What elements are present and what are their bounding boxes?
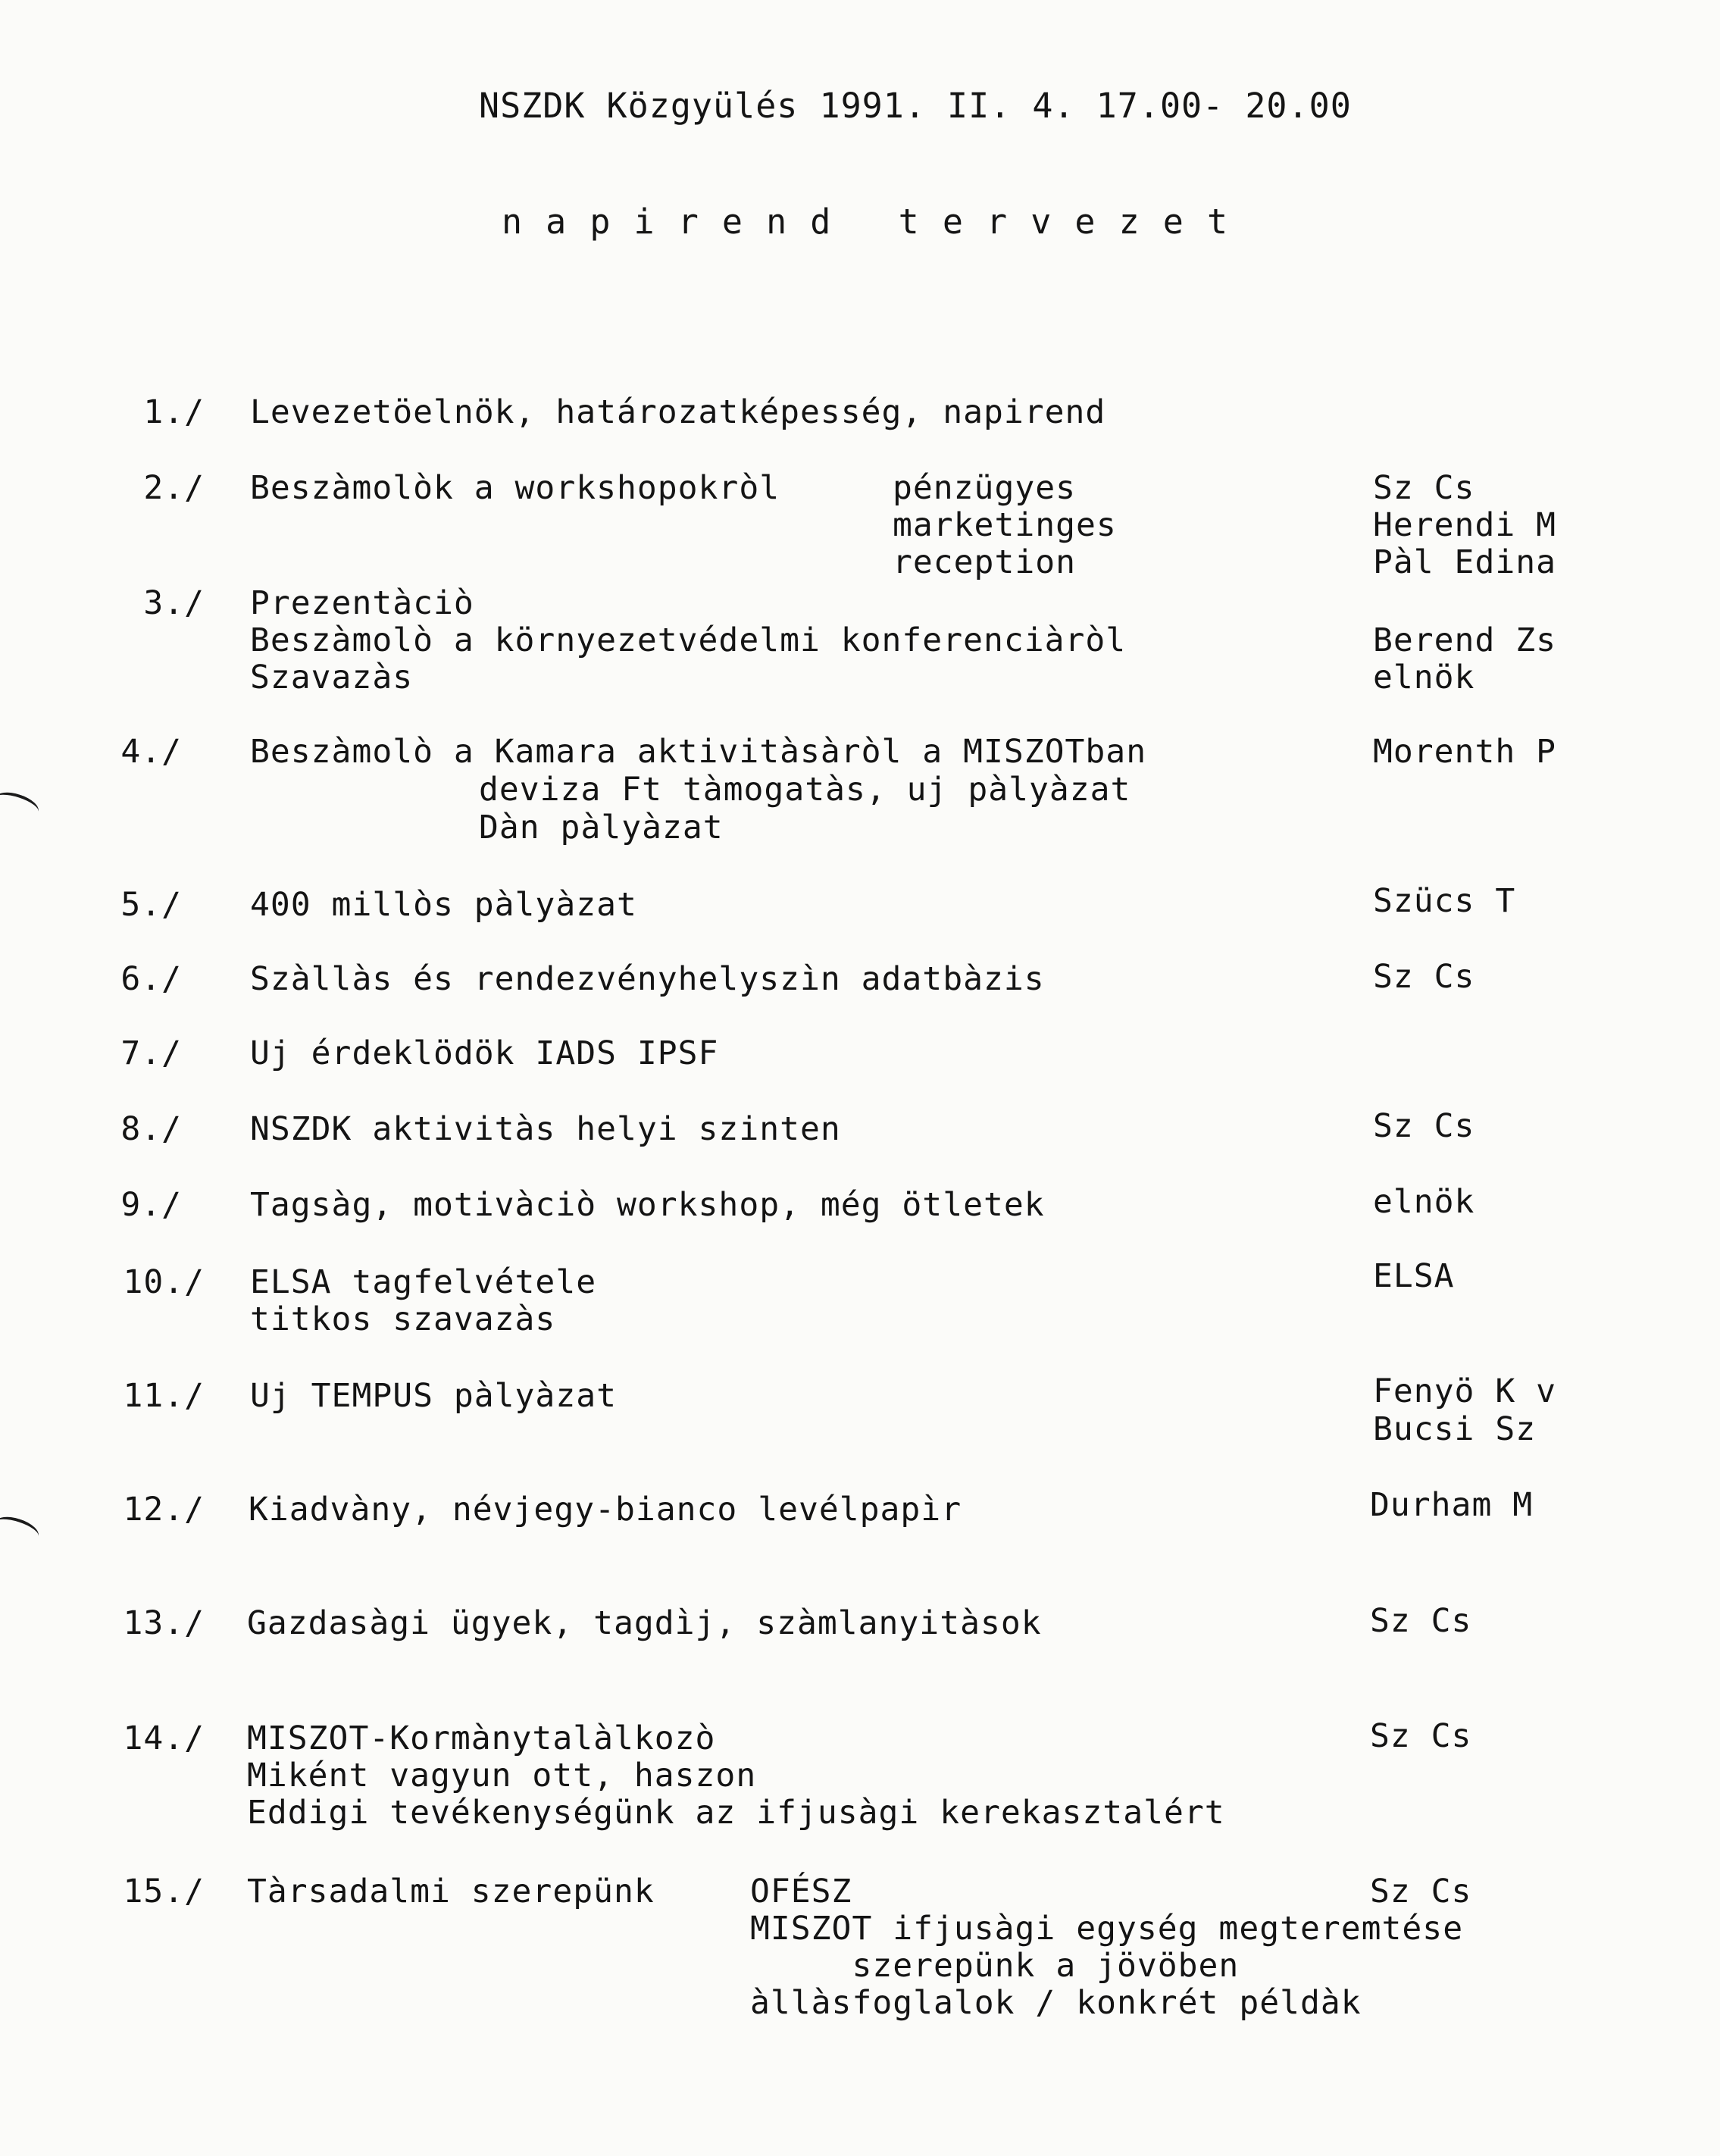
item-number: 13./ bbox=[123, 1604, 205, 1642]
item-text: ELSA tagfelvétele bbox=[250, 1263, 597, 1301]
item-text: 400 millòs pàlyàzat bbox=[250, 886, 637, 924]
item-subtext: deviza Ft tàmogatàs, uj pàlyàzat bbox=[479, 771, 1131, 809]
item-responsible: Sz Cs bbox=[1373, 958, 1475, 996]
item-responsible: Fenyö K v bbox=[1373, 1372, 1556, 1410]
item-responsible: Sz Cs bbox=[1370, 1717, 1472, 1755]
item-text: Levezetöelnök, határozatképesség, napirend bbox=[250, 393, 1106, 431]
item-number: 5./ bbox=[120, 886, 182, 924]
item-responsible: Szücs T bbox=[1373, 882, 1516, 920]
item-text: NSZDK aktivitàs helyi szinten bbox=[250, 1110, 841, 1148]
item-text: Eddigi tevékenységünk az ifjusàgi kerekasztalért bbox=[247, 1794, 1225, 1832]
item-number: 2./ bbox=[143, 469, 205, 507]
item-text: titkos szavazàs bbox=[250, 1300, 556, 1338]
item-subtext: reception bbox=[893, 543, 1076, 581]
punch-mark bbox=[0, 1512, 42, 1546]
punch-mark bbox=[0, 787, 42, 821]
item-number: 14./ bbox=[123, 1719, 205, 1757]
document-subtitle: n a p i r e n d t e r v e z e t bbox=[502, 202, 1230, 242]
item-subtext: marketinges bbox=[893, 506, 1117, 544]
item-text: Prezentàciò bbox=[250, 584, 474, 622]
item-responsible: Bucsi Sz bbox=[1373, 1410, 1537, 1448]
item-responsible: Sz Cs bbox=[1373, 1107, 1475, 1145]
item-text: Miként vagyun ott, haszon bbox=[247, 1757, 757, 1795]
item-text: Szàllàs és rendezvényhelyszìn adatbàzis bbox=[250, 960, 1045, 998]
item-text: Beszàmolò a Kamara aktivitàsàròl a MISZOTban bbox=[250, 733, 1147, 771]
item-number: 15./ bbox=[123, 1873, 205, 1910]
item-text: Uj TEMPUS pàlyàzat bbox=[250, 1377, 617, 1415]
item-subtext: Dàn pàlyàzat bbox=[479, 809, 724, 846]
item-number: 10./ bbox=[123, 1263, 205, 1301]
item-text: Beszàmolòk a workshopokròl bbox=[250, 469, 780, 507]
item-responsible: Sz Cs bbox=[1373, 469, 1475, 507]
document-title: NSZDK Közgyülés 1991. II. 4. 17.00- 20.00 bbox=[479, 86, 1352, 126]
item-subtext: OFÉSZ bbox=[750, 1873, 852, 1910]
item-responsible: Durham M bbox=[1370, 1486, 1534, 1524]
item-number: 6./ bbox=[120, 960, 182, 998]
item-responsible: elnök bbox=[1373, 659, 1475, 696]
item-subtext: àllàsfoglalok / konkrét példàk bbox=[750, 1984, 1362, 2022]
item-responsible: Herendi M bbox=[1373, 506, 1556, 544]
item-text: Beszàmolò a környezetvédelmi konferenciàròl bbox=[250, 621, 1127, 659]
item-number: 4./ bbox=[120, 733, 182, 771]
item-number: 3./ bbox=[143, 584, 205, 622]
item-subtext: MISZOT ifjusàgi egység megteremtése bbox=[750, 1910, 1464, 1948]
item-subtext: pénzügyes bbox=[893, 469, 1076, 507]
item-number: 7./ bbox=[120, 1034, 182, 1072]
item-responsible: Sz Cs bbox=[1370, 1602, 1472, 1640]
item-text: Kiadvàny, névjegy-bianco levélpapìr bbox=[249, 1491, 962, 1529]
item-number: 8./ bbox=[120, 1110, 182, 1148]
item-text: Tàrsadalmi szerepünk bbox=[247, 1873, 655, 1910]
item-number: 1./ bbox=[143, 393, 205, 431]
item-responsible: elnök bbox=[1373, 1183, 1475, 1221]
item-text: MISZOT-Kormànytalàlkozò bbox=[247, 1719, 716, 1757]
item-text: Tagsàg, motivàciò workshop, még ötletek bbox=[250, 1186, 1045, 1224]
item-responsible: Berend Zs bbox=[1373, 621, 1556, 659]
item-number: 11./ bbox=[123, 1377, 205, 1415]
item-subtext: szerepünk a jövöben bbox=[750, 1947, 1240, 1985]
item-number: 12./ bbox=[123, 1491, 205, 1529]
item-responsible: Pàl Edina bbox=[1373, 543, 1556, 581]
item-text: Uj érdeklödök IADS IPSF bbox=[250, 1034, 719, 1072]
item-responsible: Sz Cs bbox=[1370, 1873, 1472, 1910]
item-text: Szavazàs bbox=[250, 659, 414, 696]
item-text: Gazdasàgi ügyek, tagdìj, szàmlanyitàsok bbox=[247, 1604, 1042, 1642]
item-responsible: Morenth P bbox=[1373, 733, 1556, 771]
item-responsible: ELSA bbox=[1373, 1257, 1455, 1295]
item-number: 9./ bbox=[120, 1186, 182, 1224]
